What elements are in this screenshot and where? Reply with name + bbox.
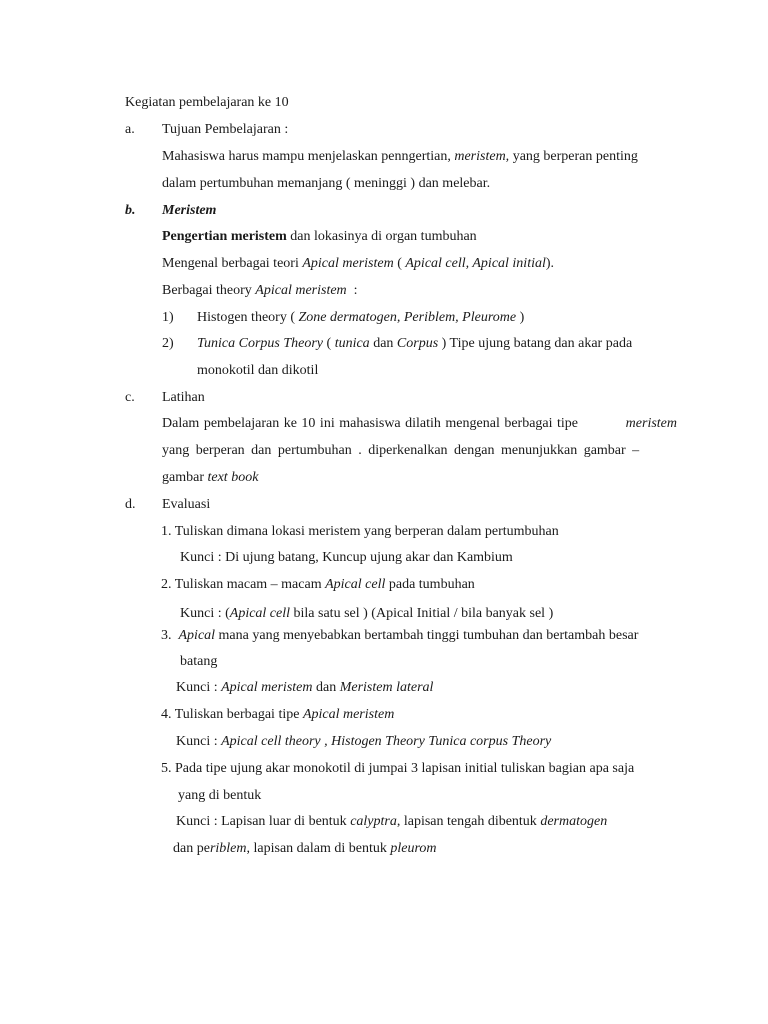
term: Apical	[178, 628, 216, 643]
question-2	[161, 576, 475, 594]
term: Apical cell, Apical initial	[405, 256, 546, 271]
section-c-line-1	[162, 415, 677, 433]
term: text book	[207, 470, 259, 485]
list-item-1-marker: 1)	[162, 310, 174, 325]
text: Kunci : Lapisan luar di bentuk	[176, 814, 347, 829]
text: ).	[545, 256, 555, 271]
text: Kunci : (	[180, 606, 230, 621]
answer-key-5	[176, 813, 607, 831]
answer-key-5-line-2	[173, 840, 437, 858]
section-b-marker: b.	[125, 203, 136, 218]
text: Histogen theory (	[197, 310, 295, 325]
text: 3.	[161, 628, 172, 643]
section-b-line-2	[162, 255, 554, 273]
text: Mahasiswa harus mampu menjelaskan penngertian,	[162, 149, 451, 164]
section-c-marker: c.	[125, 390, 135, 405]
question-3	[161, 627, 638, 645]
text: )	[519, 310, 525, 325]
list-item-2	[197, 335, 632, 353]
question-4	[161, 706, 394, 724]
section-a-line-2: dalam pertumbuhan memanjang ( meninggi ) dan melebar.	[162, 176, 491, 191]
text: Berbagai theory	[162, 283, 252, 298]
term: Tunica Corpus Theory	[197, 336, 324, 351]
question-1: 1. Tuliskan dimana lokasi meristem yang berperan dalam pertumbuhan	[161, 524, 559, 539]
term: dermatogen	[540, 814, 608, 829]
text: Kunci :	[176, 680, 218, 695]
text: mana yang menyebabkan bertambah tinggi tumbuhan dan bertambah besar	[218, 628, 639, 643]
term: Apical cell theory , Histogen Theory Tunica corpus Theory	[221, 734, 552, 749]
bold-term: Pengertian meristem	[162, 229, 287, 244]
answer-key-3	[176, 679, 433, 697]
text: 4. Tuliskan berbagai tipe	[161, 707, 300, 722]
question-5-line-2: yang di bentuk	[178, 788, 262, 803]
text: Kunci :	[176, 734, 218, 749]
term: Apical cell	[229, 606, 291, 621]
text: (	[397, 256, 402, 271]
section-b-heading: Meristem	[162, 203, 217, 218]
term: Apical meristem	[302, 707, 395, 722]
question-5: 5. Pada tipe ujung akar monokotil di jumpai 3 lapisan initial tuliskan bagian apa saja	[161, 761, 635, 776]
section-a-line-1	[162, 148, 638, 166]
list-item-2-line-2: monokotil dan dikotil	[197, 363, 319, 378]
answer-key-1: Kunci : Di ujung batang, Kuncup ujung akar dan Kambium	[180, 550, 513, 565]
text: , lapisan tengah dibentuk	[396, 814, 537, 829]
text: ) Tipe ujung batang dan akar pada	[441, 336, 633, 351]
text: dan	[315, 680, 337, 695]
answer-key-4	[176, 733, 551, 751]
term: pleurom	[390, 841, 437, 856]
term: tunica	[334, 336, 370, 351]
text: :	[353, 283, 358, 298]
text: dan	[373, 336, 394, 351]
text: dan pe	[173, 841, 210, 856]
term: riblem	[209, 841, 247, 856]
section-a-marker: a.	[125, 122, 135, 137]
term: Apical meristem	[302, 256, 394, 271]
term: Apical meristem	[221, 680, 313, 695]
text: 2. Tuliskan macam – macam	[161, 577, 322, 592]
text: Dalam pembelajaran ke 10 ini mahasiswa dilatih mengenal berbagai tipe	[162, 416, 579, 431]
term: meristem,	[454, 149, 510, 164]
section-a-heading: Tujuan Pembelajaran :	[162, 122, 289, 137]
text: pada tumbuhan	[388, 577, 475, 592]
text: bila satu sel ) (Apical Initial / bila banyak sel )	[293, 606, 554, 621]
section-c-line-2: yang berperan dan pertumbuhan . diperkenalkan dengan menunjukkan gambar –	[162, 443, 640, 458]
text: Mengenal berbagai teori	[162, 256, 299, 271]
section-b-line-3	[162, 282, 358, 300]
text: (	[326, 336, 332, 351]
section-c-line-3	[162, 469, 258, 487]
section-b-line-1	[162, 228, 477, 246]
term: Zone dermatogen, Periblem, Pleurome	[298, 310, 517, 325]
list-item-1	[197, 309, 524, 327]
text: gambar	[162, 470, 204, 485]
text: yang berperan penting	[512, 149, 638, 164]
list-item-2-marker: 2)	[162, 336, 174, 351]
term: calyptra	[350, 814, 397, 829]
text: , lapisan dalam di bentuk	[246, 841, 387, 856]
term: meristem	[625, 416, 677, 431]
term: Apical cell	[325, 577, 386, 592]
section-d-marker: d.	[125, 497, 136, 512]
term: Corpus	[396, 336, 439, 351]
section-d-heading: Evaluasi	[162, 497, 211, 512]
text: dan lokasinya di organ tumbuhan	[290, 229, 477, 244]
question-3-line-2: batang	[180, 654, 218, 669]
term: Meristem lateral	[339, 680, 434, 695]
document-title: Kegiatan pembelajaran ke 10	[125, 95, 289, 110]
term: Apical meristem	[255, 283, 347, 298]
answer-key-2	[180, 605, 553, 623]
section-c-heading: Latihan	[162, 390, 205, 405]
